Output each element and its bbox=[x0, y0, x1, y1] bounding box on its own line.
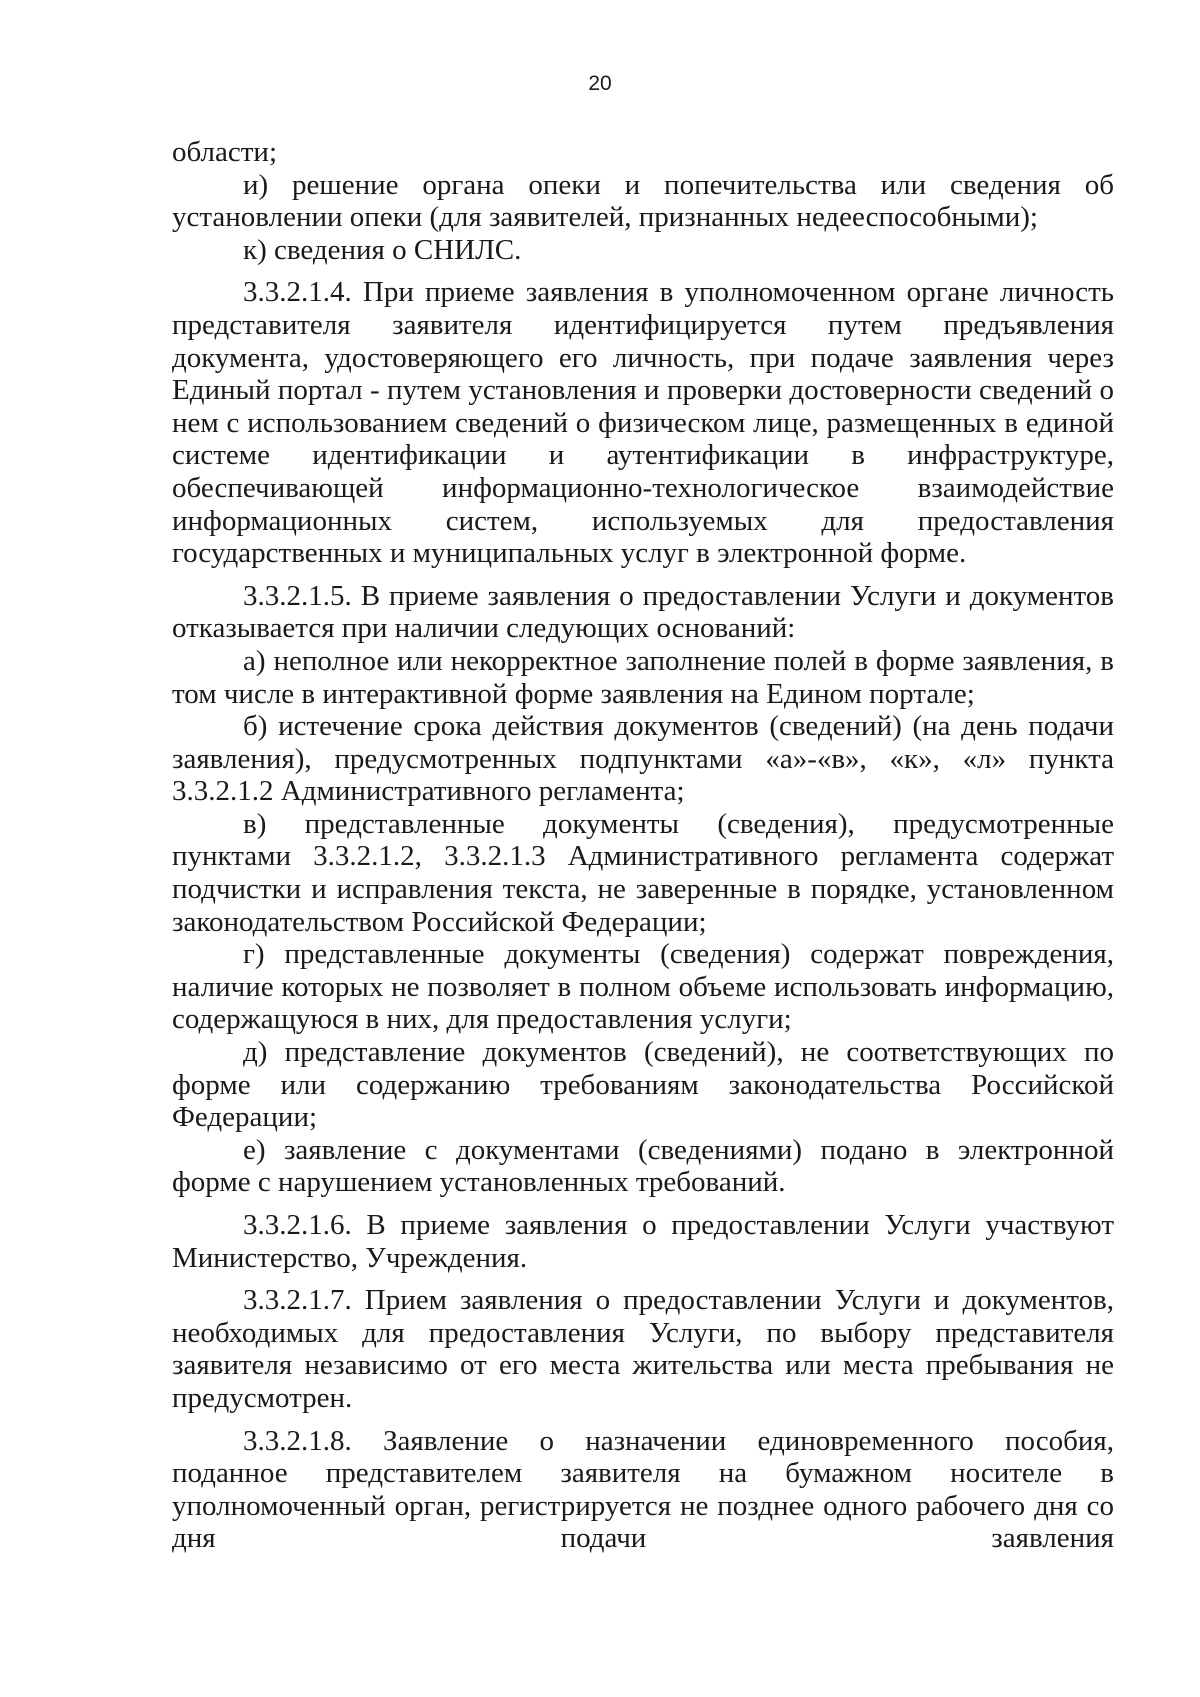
list-item-d: д) представление документов (сведений), не соответствующих по форме или содержанию требованиям законодательства Российской Федерации; bbox=[172, 1036, 1114, 1134]
clause-3-3-2-1-4: 3.3.2.1.4. При приеме заявления в уполномоченном органе личность представителя заявителя идентифицируется путем предъявления документа, удостоверяющего его личность, при подаче заявления через Единый портал - путем установления и проверки достоверности сведений о нем с использованием сведений о физическом лице, размещенных в единой системе идентификации и аутентификации в инфраструктуре, обеспечивающей информационно-технологическое взаимодействие информационных систем, используемых для предоставления государственных и муниципальных услуг в электронной форме. bbox=[172, 276, 1114, 570]
clause-3-3-2-1-7: 3.3.2.1.7. Прием заявления о предоставлении Услуги и документов, необходимых для предоставления Услуги, по выбору представителя заявителя независимо от его места жительства или места пребывания не предусмотрен. bbox=[172, 1284, 1114, 1414]
clause-3-3-2-1-6: 3.3.2.1.6. В приеме заявления о предоставлении Услуги участвуют Министерство, Учреждения. bbox=[172, 1209, 1114, 1274]
document-body bbox=[172, 136, 1114, 1555]
list-item-e: е) заявление с документами (сведениями) подано в электронной форме с нарушением установленных требований. bbox=[172, 1133, 1114, 1199]
clause-3-3-2-1-5: 3.3.2.1.5. В приеме заявления о предоставлении Услуги и документов отказывается при наличии следующих оснований: bbox=[172, 579, 1114, 645]
list-item-g: г) представленные документы (сведения) содержат повреждения, наличие которых не позволяет в полном объеме использовать информацию, содержащуюся в них, для предоставления услуги; bbox=[172, 938, 1114, 1036]
list-item-b: б) истечение срока действия документов (сведений) (на день подачи заявления), предусмотренных подпунктами «а»-«в», «к», «л» пункта 3.3.2.1.2 Административного регламента; bbox=[172, 710, 1114, 808]
page-number: 20 bbox=[588, 72, 612, 95]
list-item-i: и) решение органа опеки и попечительства или сведения об установлении опеки (для заявителей, признанных недееспособными); bbox=[172, 168, 1114, 234]
paragraph-continuation: области; bbox=[172, 136, 277, 168]
list-item-v: в) представленные документы (сведения), предусмотренные пунктами 3.3.2.1.2, 3.3.2.1.3 Административного регламента содержат подчистки и исправления текста, не заверенные в порядке, установленном законодательством Российской Федерации; bbox=[172, 807, 1114, 938]
list-item-a: а) неполное или некорректное заполнение полей в форме заявления, в том числе в интерактивной форме заявления на Едином портале; bbox=[172, 644, 1114, 710]
list-item-k: к) сведения о СНИЛС. bbox=[243, 233, 522, 266]
clause-3-3-2-1-8: 3.3.2.1.8. Заявление о назначении единовременного пособия, поданное представителем заявителя на бумажном носителе в уполномоченный орган, регистрируется не позднее одного рабочего дня со дня подачи заявления bbox=[172, 1424, 1114, 1555]
